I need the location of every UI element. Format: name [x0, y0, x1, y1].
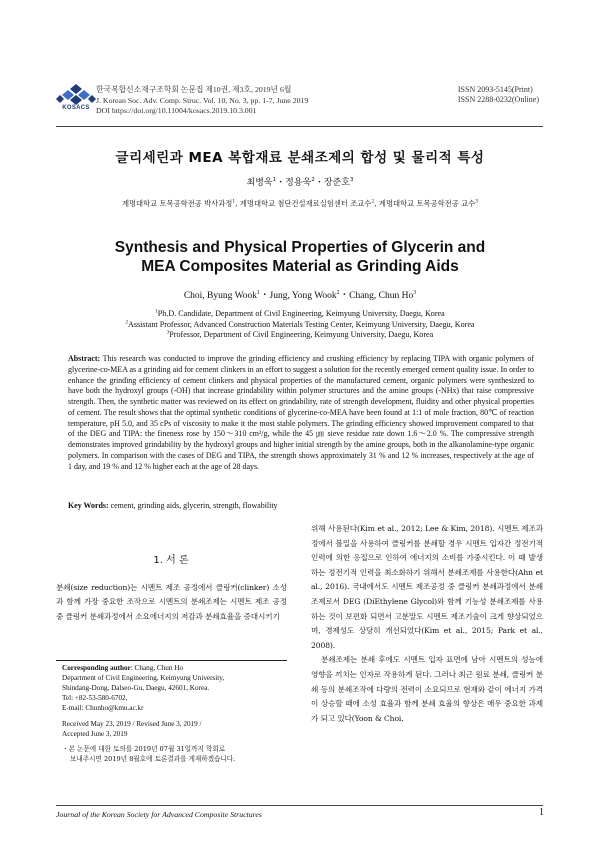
author-sep: ・ — [339, 291, 350, 301]
author-sep: ・ — [276, 178, 286, 188]
page-number: 1 — [539, 807, 544, 818]
keywords — [68, 501, 534, 510]
affil-en-2-sup: 2 — [125, 319, 128, 325]
corr-line4: Tel: +82-53-580-6702, — [62, 694, 128, 702]
author-en-2: Jung, Yong Wook — [269, 291, 337, 301]
affil-en-2-text: Assistant Professor, Advanced Construction Materials Testing Center, Keimyung University, Daegu, Korea — [127, 319, 475, 329]
title-korean: 글리세린과 MEA 복합재료 분쇄조제의 합성 및 물리적 특성 — [115, 150, 485, 166]
author-ko-1: 최병욱 — [246, 178, 273, 188]
corr-name: : Chang, Chun Ho — [130, 664, 184, 672]
right-paragraph-1: 위해 사용된다(Kim et al., 2012; Lee & Kim, 2018). 시멘트 제조과정에서 볼밀을 사용하여 클링커를 분쇄할 경우 시멘트 입자간 정전기적 인력에 의한 응집으로 인하여 에너지의 소비를 가중시킨다. 이 때 발생하는 정전기적 인력을 최소화하기 위해서 분쇄조제를 사용한다(Ahn et al., 2016). 국내에서도 시멘트 제조공정 중 클링커 분쇄과정에서 분쇄조제로서 DEG (DiEthylene Glycol)와 함께 기능성 분쇄조제를 사용하는 것이 보편화 되면서 고분말도 시멘트 제조기술이 크게 향상되었으며, 경제성도 상당히 개선되었다(Kim et al., 2015; Park et al., 2008). — [311, 524, 543, 650]
keywords-label: Key Words: — [68, 501, 109, 510]
left-column-body: 분쇄(size reduction)는 시멘트 제조 공정에서 클링커(clinker) 소성과 함께 가장 중요한 조작으로 시멘트의 분쇄조제는 시멘트 제조 공정 중 클링커 분쇄과정에서 소요에너지의 저감과 분쇄효율을 증대시키기 — [56, 583, 287, 621]
discussion-note — [62, 745, 287, 765]
doi-line — [96, 106, 308, 117]
corresponding-author — [62, 663, 287, 713]
doi-label: DOI — [96, 106, 110, 116]
section-heading: 1. 서 론 — [153, 555, 189, 566]
affil-ko-2-sup: 2 — [371, 199, 375, 205]
footer-journal-name: Journal of the Korean Society for Advanced Composite Structures — [56, 810, 262, 819]
affil-en-1-sup: 1 — [155, 309, 158, 315]
affil-en-1 — [0, 309, 600, 320]
note-line1: ・본 논문에 대한 토의를 2019년 07월 31일까지 학회로 — [62, 745, 226, 753]
received-line2: Accepted June 3, 2019 — [62, 730, 128, 738]
doi-link[interactable]: https://doi.org/10.11004/kosacs.2019.10.3.001 — [111, 106, 257, 116]
author-en-1: Choi, Byung Wook — [183, 291, 258, 301]
journal-info — [96, 85, 308, 117]
corr-label: Corresponding author — [62, 664, 131, 672]
corr-line3: Shindang-Dong, Dalseo-Gu, Daegu, 42601, Korea. — [62, 684, 210, 692]
author-sep: ・ — [259, 291, 270, 301]
authors-english — [0, 287, 600, 301]
author-en-3: Chang, Chun Ho — [349, 291, 414, 301]
received-line1: Received May 23, 2019 / Revised June 3, 2019 / — [62, 720, 202, 728]
corr-line1 — [62, 663, 287, 673]
affil-ko-1-sup: 1 — [232, 199, 236, 205]
right-paragraph-2: 분쇄조제는 분쇄 후에도 시멘트 입자 표면에 남아 시멘트의 성능에 영향을 끼치는 인자로 작용하게 된다. 그러나 최근 원료 분쇄, 클링커 분쇄 등의 분쇄조작에 다량의 전력이 소요되므로 현재와 같이 에너지 가격이 상승할 때에 소성 효율과 함께 분쇄 효율의 향상은 매우 중요한 과제가 되고 있다(Yoon & Choi, — [311, 655, 543, 723]
journal-ko: 한국복합신소재구조학회 논문집 제10권, 제3호, 2019년 6월 — [96, 85, 292, 94]
header-divider — [56, 126, 543, 127]
affil-sep: , — [235, 199, 240, 208]
author-ko-2-sup: 2 — [311, 177, 315, 183]
right-column-body — [311, 522, 543, 726]
affil-ko-3: 계명대학교 토목공학전공 교수 — [378, 199, 476, 208]
affil-ko-2: 계명대학교 첨단건설재료실험센터 조교수 — [239, 199, 372, 208]
note-line2: 보내주시면 2019년 8월호에 토론결과를 게재하겠습니다. — [70, 754, 236, 763]
issn-block — [458, 85, 539, 105]
affiliations-english — [0, 309, 600, 341]
affil-en-3-sup: 3 — [166, 330, 170, 336]
author-en-2-sup: 2 — [336, 289, 340, 296]
affil-en-3-text: Professor, Department of Civil Engineering, Keimyung University, Daegu, Korea — [169, 330, 434, 339]
title-en-line2: MEA Composites Material as Grinding Aids — [141, 258, 459, 275]
title-en-line1: Synthesis and Physical Properties of Glycerin and — [114, 239, 486, 256]
author-sep: ・ — [314, 178, 324, 188]
affil-en-1-text: Ph.D. Candidate, Department of Civil Engineering, Keimyung University, Daegu, Korea — [157, 309, 445, 318]
title-english — [0, 238, 600, 276]
author-ko-2: 정용욱 — [285, 178, 312, 188]
affil-en-2 — [0, 320, 600, 331]
authors-korean — [0, 175, 600, 188]
abstract-text: This research was conducted to improve the grinding efficiency and crushing efficiency by replacing TIPA with organic polymers of glycerine-co-MEA as a grinding aid for cement clinkers in an effort to suggest a solution for the recently emerged cement quality issue. In order to enhance the grinding efficiency of cement clinkers and physical properties of the manufactured cement, organic polymers were synthesized to have both the hydroxyl groups (-OH) that increase grindability within polymer structures and the amine groups (-NHx) that raise compressive strength. Then, the synthetic matter was reviewed on its effect on grindability, rate of strength development, fluidity and other physical properties of cement. The result shows that the optimal synthetic conditions of glycerine-co-MEA have been found at 1:1 of mole fraction, 80℃ of reaction temperature, pH 5.0, and 35 cPs of viscosity to make it the most stable polymers. The grinding efficiency showed improvement compared to that of the DEG and TIPA: the fineness rose by 150～310 cm²/g, while the 45 ㎛ sieve residue rate down 1.6～2.0 %. The compressive strength demonstrates improved grindability by the hydroxyl groups and higher initial strength by the amine groups, both in the alkanolamine-type organic polymers. In comparison with the cases of DEG and TIPA, the strength shows approximately 31 % and 12 % increases, respectively at the age of 1 day, and 19 % and 12 % higher each at the age of 28 days. — [68, 354, 534, 471]
footnote-divider — [56, 660, 287, 661]
author-ko-1-sup: 1 — [272, 177, 277, 183]
affiliations-korean — [0, 199, 600, 209]
author-en-3-sup: 3 — [413, 289, 417, 296]
affil-ko-3-sup: 3 — [475, 199, 479, 205]
abstract — [68, 354, 534, 472]
author-ko-3-sup: 3 — [349, 177, 354, 183]
logo-text: KOSACS — [62, 105, 90, 111]
issn-online: ISSN 2288-0232(Online) — [457, 95, 539, 104]
abstract-label: Abstract: — [68, 354, 101, 363]
corr-line5: E-mail: Chunho@kmu.ac.kr — [62, 704, 144, 712]
received-dates — [62, 719, 287, 739]
journal-logo — [56, 83, 96, 113]
affil-sep: , — [374, 199, 379, 208]
journal-en: J. Korean Soc. Adv. Comp. Struc. Vol. 10, No. 3, pp. 1-7, June 2019 — [96, 95, 309, 105]
corr-line2: Department of Civil Engineering, Keimyung University, — [62, 674, 225, 682]
issn-print: ISSN 2093-5145(Print) — [457, 85, 533, 94]
author-ko-3: 장준호 — [323, 178, 350, 188]
kosacs-logo-icon — [56, 83, 96, 105]
keywords-text: cement, grinding aids, glycerin, strength, flowability — [110, 501, 278, 510]
affil-ko-1: 계명대학교 토목공학전공 박사과정 — [121, 199, 233, 208]
affil-en-3 — [0, 330, 600, 341]
author-en-1-sup: 1 — [257, 289, 260, 296]
footer-divider — [56, 805, 543, 806]
